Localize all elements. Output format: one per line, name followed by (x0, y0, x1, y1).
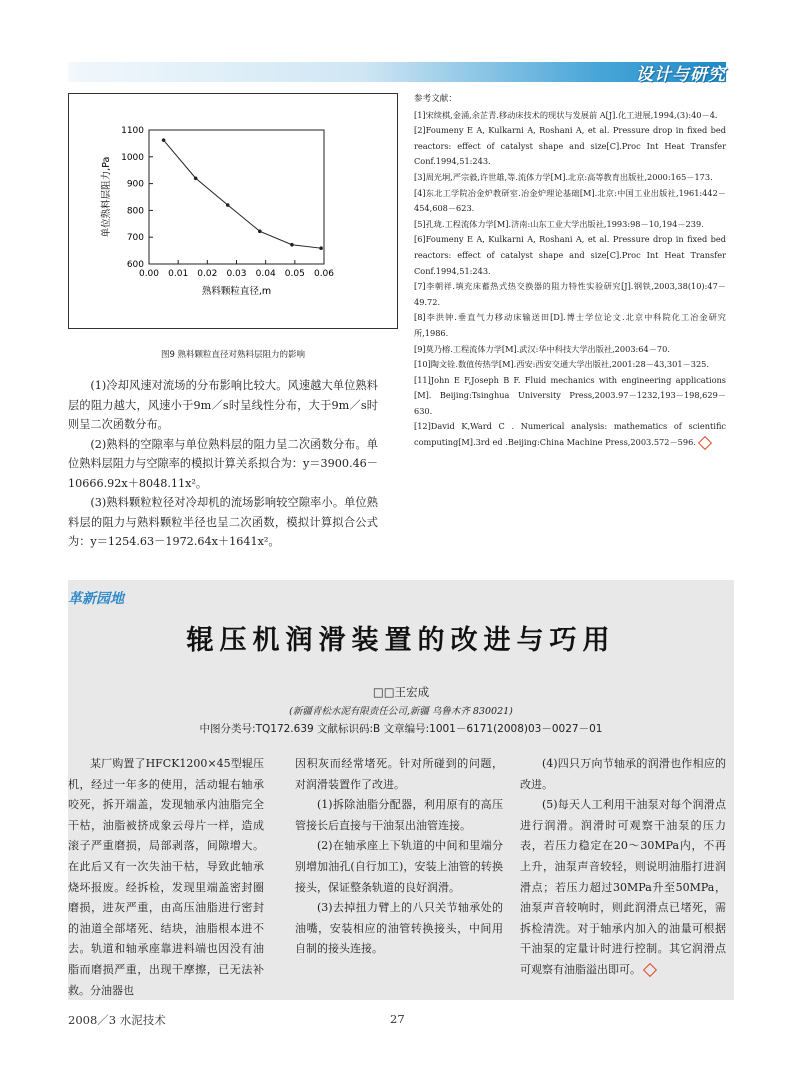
conclusion-2: (2)熟料的空隙率与单位熟料层的阻力呈二次函数分布。单位熟料层阻力与空隙率的模拟计算关系拟合为：y＝3900.46－10666.92x＋8048.11x²。 (68, 437, 378, 490)
y-tick-label: 1000 (121, 152, 144, 163)
data-point (290, 243, 294, 247)
reference-item: [11]John E F,Joseph B F. Fluid mechanics with engineering applications [M]. Beijing:Tsinghua University Press,2003.97－1232,193－198,629－630. (414, 374, 726, 416)
reference-item: [7]李朝祥.填充床蓄热式热交换器的阻力特性实验研究[J].钢铁,2003,38(10):47－49.72. (414, 281, 726, 307)
reference-item: [9]莫乃榕.工程流体力学[M].武汉:华中科技大学出版社,2003:64－70. (414, 343, 670, 354)
reference-item: [5]孔珑.工程流体力学[M].济南:山东工业大学出版社,1993:98－10,194－239. (414, 218, 704, 229)
x-tick-label: 0.00 (138, 269, 160, 279)
section-tag: 革新园地 (68, 591, 124, 607)
y-tick-label: 700 (126, 233, 144, 244)
article-title: 辊压机润滑装置的改进与巧用 (186, 625, 616, 656)
data-point (162, 138, 166, 142)
reference-item: [6]Foumeny E A, Kulkarni A, Roshani A, et al. Pressure drop in fixed bed reactors: effect of catalyst shape and size[C].Proc Int Heat Transfer Conf.1994,51:243. (414, 234, 726, 276)
data-point (319, 246, 323, 250)
figure-frame (68, 93, 398, 329)
y-tick-label: 900 (126, 179, 144, 190)
reference-item: [3]周光坰,严宗毅,许世雄,等.流体力学[M].北京:高等教育出版社,2000:165－173. (414, 171, 713, 182)
body-column-1 (68, 754, 264, 1001)
data-point (226, 203, 230, 207)
body-paragraph: (1)拆除油脂分配器，利用原有的高压管接长后直接与干油泵出油管连接。 (295, 798, 503, 832)
body-paragraph: (2)在轴承座上下轨道的中间和里端分别增加油孔(自行加工)，安装上油管的转换接头，保证整条轨道的良好润滑。 (295, 839, 503, 894)
x-axis-label: 熟料颗粒直径,m (201, 286, 272, 297)
x-tick-label: 0.05 (284, 269, 305, 279)
x-tick-label: 0.04 (255, 269, 276, 279)
body-text: (5)每天人工利用干油泵对每个润滑点进行润滑。润滑时可观察干油泵的压力表，若压力稳定在20～30MPa内，不再上升，油泵声音较轻，则说明油脂打进润滑点；若压力超过30MPa升至50MPa，油泵声音较响时，则此润滑点已堵死，需拆检清洗。对于轴承内加入的油量可根据干油泵的定量计时进行控制。其它润滑点可观察有油脂溢出即可。 (520, 798, 726, 976)
header-title: 设计与研究 (636, 65, 726, 85)
figure-caption: 图9 熟料颗粒直径对熟料层阻力的影响 (160, 350, 306, 360)
conclusions-text (68, 376, 378, 552)
x-tick-label: 0.01 (168, 269, 189, 279)
references (414, 92, 726, 451)
reference-item: [1]宋续棋,金涌,余芷青.移动床技术的现状与发展前 A[J].化工进展,1994,(3):40－4. (414, 109, 718, 120)
y-tick-label: 800 (126, 206, 144, 217)
conclusion-3: (3)熟料颗粒粒径对冷却机的流场影响较空隙率小。单位熟料层的阻力与熟料颗粒半径也呈二次函数，模拟计算拟合公式为：y＝1254.63－1972.64x＋1641x²。 (68, 496, 378, 548)
reference-item: [12]David K,Ward C . Numerical analysis: mathematics of scientific computing[M].3rd ed .Beijing:China Machine Press,2003.572－596. (414, 419, 726, 450)
y-axis-label: 单位熟料层阻力,Pa (101, 156, 112, 238)
classification-line: 中图分类号:TQ172.639 文献标识码:B 文章编号:1001－6171(2008)03－0027－01 (199, 723, 603, 735)
body-column-3 (520, 754, 726, 981)
footer-journal: 2008／3 水泥技术 (68, 1013, 166, 1027)
body-column-2 (295, 754, 503, 960)
end-mark-icon (643, 963, 657, 977)
body-paragraph: (3)去掉扭力臂上的八只关节轴承处的油嘴，安装相应的油管转换接头，中间用自制的接头连接。 (295, 901, 503, 956)
body-paragraph: (4)四只万向节轴承的润滑也作相应的改进。 (520, 757, 726, 791)
data-point (258, 230, 262, 234)
plot-area (149, 130, 324, 264)
references-title: 参考文献： (414, 94, 457, 104)
y-tick-label: 600 (126, 260, 144, 270)
conclusion-1: (1)冷却风速对流场的分布影响比较大。风速越大单位熟料层的阻力越大，风速小于9m／s时呈线性分布，大于9m／s时则呈二次函数分布。 (68, 379, 378, 431)
x-tick-label: 0.06 (313, 269, 335, 279)
reference-list (414, 108, 726, 451)
body-paragraph (520, 795, 726, 980)
end-mark-icon (698, 436, 712, 450)
header-band (68, 62, 726, 82)
series-line (164, 140, 322, 248)
body-paragraph: 因积灰而经常堵死。针对所碰到的问题，对润滑装置作了改进。 (295, 757, 503, 791)
reference-item: [4]东北工学院冶金炉教研室.冶金炉理论基础[M].北京:中国工业出版社,1961:442－454,608－623. (414, 187, 726, 214)
footer-page-number: 27 (390, 1012, 405, 1026)
article-author: □□王宏成 (372, 685, 430, 699)
article-affiliation: (新疆青松水泥有限责任公司,新疆 乌鲁木齐 830021) (289, 706, 513, 717)
reference-item: [10]陶文铨.数值传热学[M].西安:西安交通大学出版社,2001:28－43,301－325. (414, 359, 709, 370)
data-point (194, 176, 198, 180)
reference-item: [8]李洪钟.垂直气力移动床输送田[D].博士学位论文.北京中科院化工冶金研究所,1986. (414, 312, 726, 338)
x-tick-label: 0.03 (226, 269, 247, 279)
reference-item: [2]Foumeny E A, Kulkarni A, Roshani A, et al. Pressure drop in fixed bed reactors: effect of catalyst shape and size[C].Proc Int Heat Transfer Conf.1994,51:243. (414, 125, 726, 167)
y-tick-label: 1100 (121, 126, 144, 136)
body-paragraph: 某厂购置了HFCK1200×45型辊压机，经过一年多的使用，活动辊右轴承咬死，拆开端盖，发现轴承内油脂完全干枯，油脂被挤成象云母片一样，造成滚子严重磨损，局部剥落，间隙增大。在此后又有一次失油干枯，导致此轴承烧坏报废。经拆检，发现里端盖密封圈磨损，进灰严重，由高压油脂进行密封的油道全部堵死、结块，油脂根本进不去。轨道和轴承座靠进料端也因没有油脂而磨损严重，出现干摩擦，已无法补救。分油器也 (68, 757, 264, 997)
x-tick-label: 0.02 (197, 269, 218, 279)
chart (69, 94, 397, 328)
